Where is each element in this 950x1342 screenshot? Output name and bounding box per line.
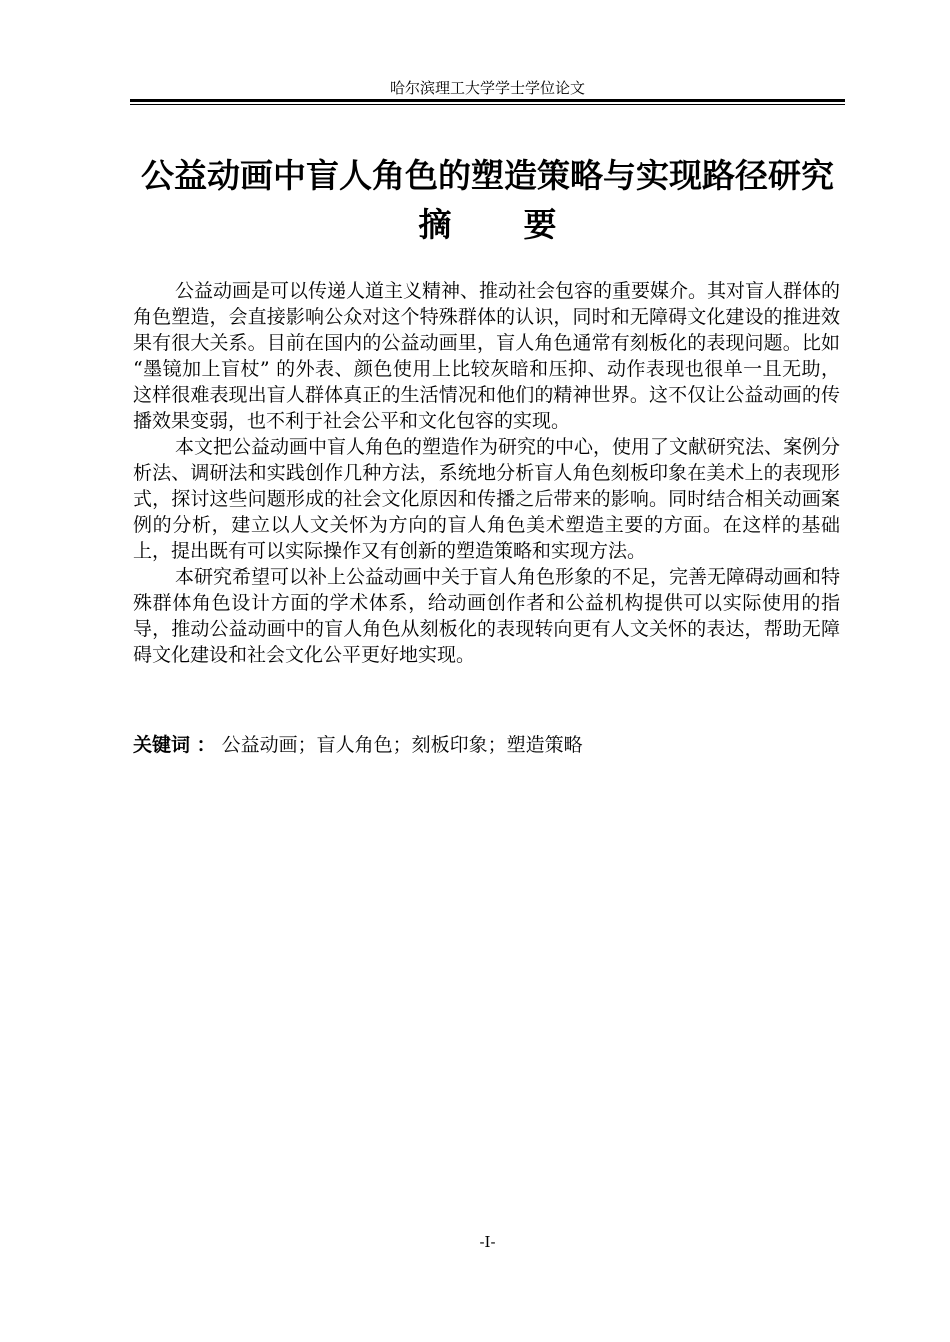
keywords-line: [133, 732, 840, 758]
header-rule-thick: [130, 99, 845, 102]
keywords-list: 公益动画；盲人角色；刻板印象；塑造策略: [221, 734, 583, 756]
abstract-paragraph-2: 本文把公益动画中盲人角色的塑造作为研究的中心，使用了文献研究法、案例分析法、调研法和实践创作几种方法，系统地分析盲人角色刻板印象在美术上的表现形式，探讨这些问题形成的社会文化原因和传播之后带来的影响。同时结合相关动画案例的分析，建立以人文关怀为方向的盲人角色美术塑造主要的方面。在这样的基础上，提出既有可以实际操作又有创新的塑造策略和实现方法。: [133, 436, 841, 562]
page-number: -I-: [479, 1233, 496, 1251]
abstract-body: [133, 278, 840, 668]
header-rule-thin: [130, 104, 845, 105]
thesis-title: 公益动画中盲人角色的塑造策略与实现路径研究: [141, 156, 834, 195]
abstract-heading: 摘要: [418, 205, 629, 244]
abstract-paragraph-3: 本研究希望可以补上公益动画中关于盲人角色形象的不足，完善无障碍动画和特殊群体角色设计方面的学术体系，给动画创作者和公益机构提供可以实际使用的指导，推动公益动画中的盲人角色从刻板化的表现转向更有人文关怀的表达，帮助无障碍文化建设和社会文化公平更好地实现。: [133, 566, 841, 666]
keywords-label: 关键词 ：: [133, 734, 216, 756]
abstract-paragraph-1: 公益动画是可以传递人道主义精神、推动社会包容的重要媒介。其对盲人群体的角色塑造，会直接影响公众对这个特殊群体的认识，同时和无障碍文化建设的推进效果有很大关系。目前在国内的公益动画里，盲人角色通常有刻板化的表现问题。比如 “墨镜加上盲杖” 的外表、颜色使用上比较灰暗和压抑、动作表现也很单一且无助，这样很难表现出盲人群体真正的生活情况和他们的精神世界。这不仅让公益动画的传播效果变弱，也不利于社会公平和文化包容的实现。: [133, 280, 841, 432]
running-header: 哈尔滨理工大学学士学位论文: [389, 79, 585, 97]
